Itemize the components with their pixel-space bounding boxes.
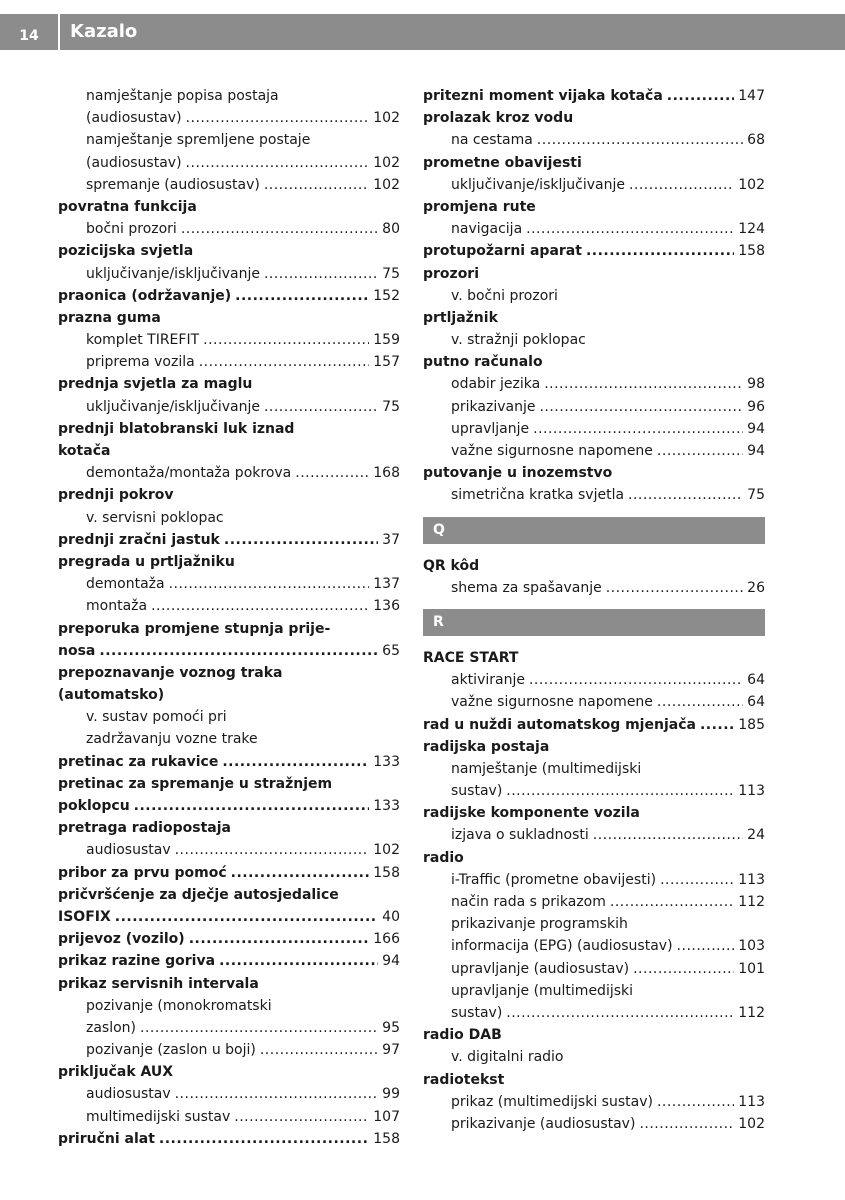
index-subentry bbox=[86, 107, 400, 129]
entry-text: (audiosustav) bbox=[86, 154, 182, 171]
entry-text: uključivanje/isključivanje bbox=[86, 398, 260, 415]
page-reference: 124 bbox=[738, 221, 765, 238]
index-subentry bbox=[86, 1106, 400, 1128]
entry-text: rad u nuždi automatskog mjenjača bbox=[423, 716, 696, 733]
entry-text: priručni alat bbox=[58, 1130, 155, 1147]
index-subentry bbox=[451, 418, 765, 440]
page-reference: 102 bbox=[738, 1115, 765, 1132]
section-header-r: R bbox=[423, 609, 765, 636]
index-subentry bbox=[451, 129, 765, 151]
index-entry: pretraga radiopostaja bbox=[58, 820, 231, 837]
entry-text: upravljanje bbox=[451, 420, 530, 437]
index-subentry: v. stražnji poklopac bbox=[451, 332, 586, 349]
entry-text: informacija (EPG) (audiosustav) bbox=[451, 938, 673, 955]
dot-leader bbox=[667, 85, 735, 107]
entry-text: demontaža/montaža pokrova bbox=[86, 465, 292, 482]
index-entry bbox=[58, 862, 400, 884]
entry-text: uključivanje/isključivanje bbox=[86, 265, 260, 282]
dot-leader bbox=[231, 862, 370, 884]
dot-leader bbox=[264, 174, 369, 196]
index-subentry bbox=[451, 1113, 765, 1135]
entry-text: poklopcu bbox=[58, 798, 130, 814]
index-entry: povratna funkcija bbox=[58, 198, 197, 215]
index-subentry bbox=[451, 780, 765, 802]
entry-text: važne sigurnosne napomene bbox=[451, 694, 653, 711]
index-entry: promjena rute bbox=[423, 198, 536, 215]
dot-leader bbox=[175, 1083, 379, 1105]
dot-leader bbox=[628, 484, 743, 506]
index-subentry bbox=[451, 1002, 765, 1024]
index-group-p-continued bbox=[423, 85, 765, 507]
entry-text: (audiosustav) bbox=[86, 110, 182, 127]
entry-text: na cestama bbox=[451, 132, 533, 149]
index-subentry: namještanje spremljene postaje bbox=[86, 132, 311, 149]
dot-leader bbox=[639, 1113, 734, 1135]
index-entry: radio DAB bbox=[423, 1027, 502, 1044]
entry-text: pribor za prvu pomoć bbox=[58, 864, 227, 881]
index-entry: prednja svjetla za maglu bbox=[58, 376, 253, 393]
dot-leader bbox=[224, 529, 378, 551]
index-entry: pretinac za spremanje u stražnjem bbox=[58, 775, 333, 792]
dot-leader bbox=[264, 396, 378, 418]
index-entry: putovanje u inozemstvo bbox=[423, 465, 613, 482]
index-subentry bbox=[86, 174, 400, 196]
dot-leader bbox=[533, 418, 743, 440]
index-entry: radio bbox=[423, 849, 464, 866]
index-entry bbox=[423, 85, 765, 107]
page-reference: 95 bbox=[382, 1019, 400, 1036]
entry-text: prikaz (multimedijski sustav) bbox=[451, 1093, 653, 1110]
index-column-left bbox=[58, 85, 400, 1150]
page-reference: 133 bbox=[373, 798, 400, 814]
page-reference: 94 bbox=[747, 443, 765, 459]
entry-text: protupožarni aparat bbox=[423, 243, 582, 260]
entry-text: audiosustav bbox=[86, 842, 171, 859]
page-reference: 68 bbox=[747, 132, 765, 149]
index-entry: prazna guma bbox=[58, 309, 161, 326]
index-entry: prednji blatobranski luk iznad bbox=[58, 420, 295, 437]
index-subentry bbox=[451, 396, 765, 418]
dot-leader bbox=[234, 1106, 369, 1128]
entry-text: bočni prozori bbox=[86, 221, 177, 238]
header-divider bbox=[58, 14, 60, 50]
dot-leader bbox=[506, 1002, 734, 1024]
page-reference: 75 bbox=[382, 398, 400, 415]
index-group-r bbox=[423, 647, 765, 1135]
page-reference: 75 bbox=[747, 487, 765, 504]
dot-leader bbox=[260, 1039, 378, 1061]
dot-leader bbox=[506, 780, 734, 802]
dot-leader bbox=[544, 373, 743, 395]
index-entry: prednji pokrov bbox=[58, 487, 174, 504]
index-subentry bbox=[451, 174, 765, 196]
page-reference: 94 bbox=[747, 420, 765, 437]
index-subentry: upravljanje (multimedijski bbox=[451, 982, 634, 999]
dot-leader bbox=[629, 174, 734, 196]
dot-leader bbox=[529, 669, 743, 691]
index-subentry bbox=[86, 573, 400, 595]
page-reference: 98 bbox=[747, 376, 765, 393]
page-reference: 158 bbox=[373, 864, 400, 881]
page-reference: 96 bbox=[747, 398, 765, 415]
page-reference: 101 bbox=[738, 960, 765, 977]
index-subentry bbox=[86, 1017, 400, 1039]
index-entry: radiotekst bbox=[423, 1071, 505, 1088]
entry-text: sustav) bbox=[451, 783, 503, 800]
index-entry: pozicijska svjetla bbox=[58, 243, 194, 260]
entry-text: važne sigurnosne napomene bbox=[451, 443, 653, 459]
index-subentry: namještanje (multimedijski bbox=[451, 760, 642, 777]
page-reference: 99 bbox=[382, 1086, 400, 1103]
page-reference: 102 bbox=[373, 176, 400, 193]
page-reference: 64 bbox=[747, 672, 765, 689]
index-subentry bbox=[451, 958, 765, 980]
page-reference: 102 bbox=[373, 842, 400, 859]
entry-text: pozivanje (zaslon u boji) bbox=[86, 1042, 256, 1059]
dot-leader bbox=[203, 329, 369, 351]
page-reference: 103 bbox=[738, 938, 765, 955]
dot-leader bbox=[537, 129, 743, 151]
index-group-q bbox=[423, 555, 765, 599]
entry-text: sustav) bbox=[451, 1004, 503, 1021]
index-subentry bbox=[451, 484, 765, 506]
index-entry: (automatsko) bbox=[58, 687, 165, 704]
page-reference: 158 bbox=[373, 1130, 400, 1147]
page-reference: 94 bbox=[382, 953, 400, 970]
index-subentry: prikazivanje programskih bbox=[451, 916, 628, 933]
index-entry bbox=[58, 928, 400, 950]
index-entry: prtljažnik bbox=[423, 309, 498, 326]
index-subentry bbox=[86, 218, 400, 240]
dot-leader bbox=[186, 152, 370, 174]
entry-text: spremanje (audiosustav) bbox=[86, 176, 260, 193]
index-subentry bbox=[86, 1083, 400, 1105]
entry-text: komplet TIREFIT bbox=[86, 332, 200, 349]
dot-leader bbox=[134, 795, 370, 817]
dot-leader bbox=[189, 928, 370, 950]
dot-leader bbox=[222, 751, 369, 773]
index-entry: priključak AUX bbox=[58, 1064, 174, 1081]
page-reference: 113 bbox=[738, 783, 765, 800]
index-subentry: v. servisni poklopac bbox=[86, 509, 224, 526]
index-subentry: pozivanje (monokromatski bbox=[86, 997, 272, 1014]
page-reference: 147 bbox=[738, 88, 765, 104]
index-subentry bbox=[86, 396, 400, 418]
dot-leader bbox=[199, 351, 370, 373]
index-entry: radijska postaja bbox=[423, 738, 550, 755]
index-entry: prozori bbox=[423, 265, 480, 282]
entry-text: upravljanje (audiosustav) bbox=[451, 960, 630, 977]
dot-leader bbox=[657, 691, 743, 713]
page-reference: 75 bbox=[382, 265, 400, 282]
entry-text: simetrična kratka svjetla bbox=[451, 487, 625, 504]
index-entry bbox=[58, 529, 400, 551]
dot-leader bbox=[186, 107, 370, 129]
entry-text: prednji zračni jastuk bbox=[58, 531, 220, 548]
entry-text: uključivanje/isključivanje bbox=[451, 176, 625, 193]
dot-leader bbox=[140, 1017, 378, 1039]
index-entry: prometne obavijesti bbox=[423, 154, 582, 171]
index-entry: pregrada u prtljažniku bbox=[58, 553, 235, 570]
dot-leader bbox=[181, 218, 378, 240]
page-reference: 159 bbox=[373, 332, 400, 349]
page-reference: 107 bbox=[373, 1108, 400, 1125]
entry-text: praonica (održavanje) bbox=[58, 287, 232, 304]
page-reference: 137 bbox=[373, 576, 400, 593]
dot-leader bbox=[159, 1128, 369, 1150]
entry-text: prikaz razine goriva bbox=[58, 953, 216, 970]
page-reference: 112 bbox=[738, 894, 765, 910]
dot-leader bbox=[657, 1091, 734, 1113]
index-subentry: zadržavanju vozne trake bbox=[86, 731, 258, 748]
dot-leader bbox=[633, 958, 734, 980]
entry-text: aktiviranje bbox=[451, 672, 525, 689]
page-reference: 102 bbox=[373, 110, 400, 127]
page-reference: 136 bbox=[373, 598, 400, 615]
entry-text: nosa bbox=[58, 642, 96, 659]
entry-text: demontaža bbox=[86, 576, 165, 593]
index-subentry bbox=[451, 373, 765, 395]
page-reference: 80 bbox=[382, 221, 400, 238]
index-subentry bbox=[451, 824, 765, 846]
index-subentry bbox=[451, 669, 765, 691]
section-header-q: Q bbox=[423, 517, 765, 544]
page-reference: 26 bbox=[747, 579, 765, 596]
entry-text: navigacija bbox=[451, 221, 523, 238]
index-entry: preporuka promjene stupnja prije- bbox=[58, 620, 331, 637]
dot-leader bbox=[235, 285, 369, 307]
index-entry: RACE START bbox=[423, 649, 519, 666]
index-entry: prikaz servisnih intervala bbox=[58, 975, 259, 992]
index-subentry bbox=[86, 839, 400, 861]
page-reference: 152 bbox=[373, 287, 400, 304]
page-reference: 185 bbox=[738, 716, 765, 733]
dot-leader bbox=[657, 440, 743, 462]
page-reference: 133 bbox=[373, 753, 400, 770]
index-subentry bbox=[86, 329, 400, 351]
index-entry bbox=[58, 950, 400, 972]
entry-text: ISOFIX bbox=[58, 908, 111, 925]
index-subentry: v. sustav pomoći pri bbox=[86, 709, 227, 726]
page-reference: 64 bbox=[747, 694, 765, 711]
page-header bbox=[0, 14, 845, 50]
index-subentry: v. digitalni radio bbox=[451, 1049, 564, 1066]
index-entry: pričvršćenje za dječje autosjedalice bbox=[58, 886, 339, 903]
page-reference: 65 bbox=[382, 642, 400, 659]
entry-text: montaža bbox=[86, 598, 148, 615]
page-reference: 102 bbox=[373, 154, 400, 171]
page-reference: 113 bbox=[738, 871, 765, 888]
index-column-right bbox=[423, 85, 765, 1135]
dot-leader bbox=[99, 640, 378, 662]
entry-text: i-Traffic (prometne obavijesti) bbox=[451, 871, 657, 888]
index-entry bbox=[58, 640, 400, 662]
dot-leader bbox=[295, 462, 369, 484]
entry-text: audiosustav bbox=[86, 1086, 171, 1103]
index-entry: kotača bbox=[58, 443, 111, 459]
entry-text: odabir jezika bbox=[451, 376, 541, 393]
dot-leader bbox=[593, 824, 743, 846]
dot-leader bbox=[539, 396, 743, 418]
page-reference: 158 bbox=[738, 243, 765, 260]
entry-text: prijevoz (vozilo) bbox=[58, 931, 185, 948]
page-title: Kazalo bbox=[70, 21, 138, 42]
index-subentry bbox=[451, 1091, 765, 1113]
page-reference: 113 bbox=[738, 1093, 765, 1110]
dot-leader bbox=[175, 839, 370, 861]
dot-leader bbox=[151, 595, 369, 617]
index-entry bbox=[58, 795, 400, 817]
page-number: 14 bbox=[19, 28, 39, 44]
page-reference: 37 bbox=[382, 531, 400, 548]
page-reference: 40 bbox=[382, 908, 400, 925]
entry-text: pretinac za rukavice bbox=[58, 753, 219, 770]
index-entry bbox=[423, 714, 765, 736]
dot-leader bbox=[610, 891, 734, 913]
dot-leader bbox=[115, 906, 378, 928]
index-subentry bbox=[451, 577, 765, 599]
index-subentry: namještanje popisa postaja bbox=[86, 88, 279, 104]
entry-text: prikazivanje (audiosustav) bbox=[451, 1115, 636, 1132]
entry-text: prikazivanje bbox=[451, 398, 536, 415]
index-entry: prolazak kroz vodu bbox=[423, 110, 574, 127]
index-subentry bbox=[451, 440, 765, 462]
index-entry bbox=[58, 285, 400, 307]
index-entry: putno računalo bbox=[423, 354, 543, 371]
index-entry: prepoznavanje voznog traka bbox=[58, 664, 283, 681]
dot-leader bbox=[264, 263, 378, 285]
dot-leader bbox=[586, 240, 734, 262]
index-subentry bbox=[86, 595, 400, 617]
page-reference: 157 bbox=[373, 354, 400, 371]
index-entry: radijske komponente vozila bbox=[423, 805, 640, 822]
dot-leader bbox=[606, 577, 743, 599]
index-entry: QR kôd bbox=[423, 557, 480, 574]
entry-text: način rada s prikazom bbox=[451, 894, 606, 910]
index-subentry bbox=[451, 891, 765, 913]
entry-text: multimedijski sustav bbox=[86, 1108, 231, 1125]
index-subentry bbox=[451, 935, 765, 957]
dot-leader bbox=[700, 714, 734, 736]
index-entry bbox=[58, 751, 400, 773]
index-subentry: v. bočni prozori bbox=[451, 287, 558, 304]
entry-text: priprema vozila bbox=[86, 354, 195, 371]
dot-leader bbox=[677, 935, 735, 957]
page-reference: 24 bbox=[747, 827, 765, 844]
index-entry bbox=[58, 906, 400, 928]
index-subentry bbox=[451, 218, 765, 240]
index-subentry bbox=[86, 462, 400, 484]
index-subentry bbox=[86, 152, 400, 174]
entry-text: shema za spašavanje bbox=[451, 579, 602, 596]
dot-leader bbox=[169, 573, 370, 595]
index-subentry bbox=[451, 869, 765, 891]
index-subentry bbox=[86, 351, 400, 373]
page-reference: 166 bbox=[373, 931, 400, 948]
index-entry bbox=[423, 240, 765, 262]
page-reference: 97 bbox=[382, 1042, 400, 1059]
entry-text: zaslon) bbox=[86, 1019, 137, 1036]
index-subentry bbox=[451, 691, 765, 713]
dot-leader bbox=[660, 869, 734, 891]
page-reference: 112 bbox=[738, 1004, 765, 1021]
index-subentry bbox=[86, 263, 400, 285]
entry-text: pritezni moment vijaka kotača bbox=[423, 88, 663, 104]
dot-leader bbox=[219, 950, 378, 972]
index-entry bbox=[58, 1128, 400, 1150]
entry-text: izjava o sukladnosti bbox=[451, 827, 589, 844]
index-subentry bbox=[86, 1039, 400, 1061]
page-reference: 102 bbox=[738, 176, 765, 193]
dot-leader bbox=[526, 218, 734, 240]
page-reference: 168 bbox=[373, 465, 400, 482]
